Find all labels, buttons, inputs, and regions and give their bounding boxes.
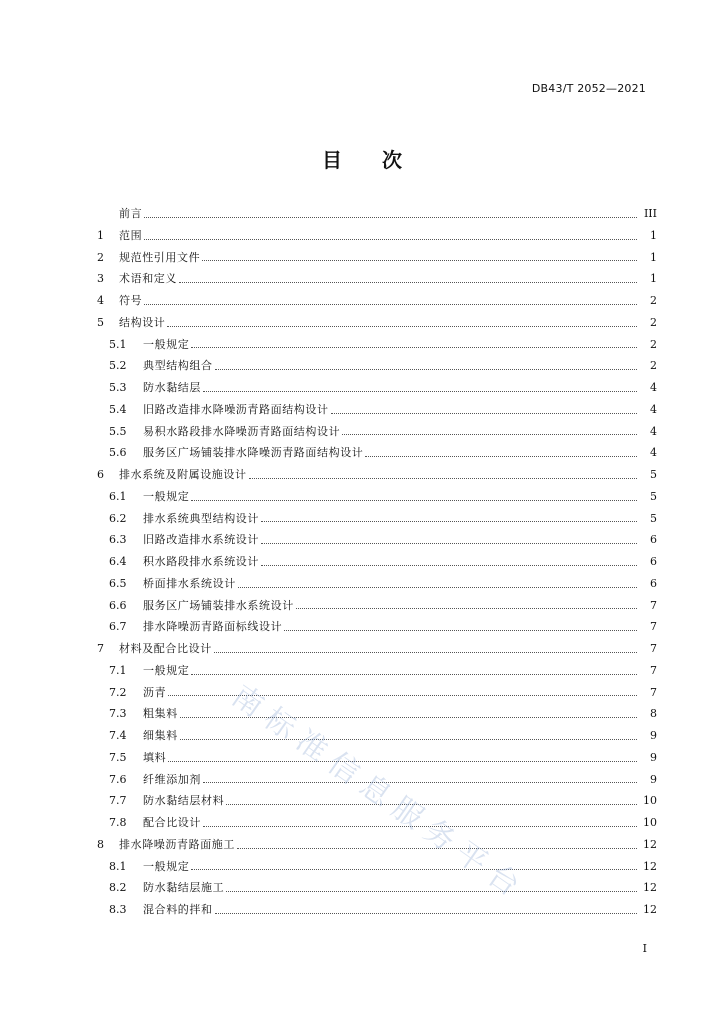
toc-entry-page: 9 (650, 750, 657, 764)
toc-entry[interactable] (97, 529, 657, 551)
toc-entry-title: 旧路改造排水降噪沥青路面结构设计 (143, 402, 329, 416)
toc-entry-number: 7.4 (109, 729, 127, 742)
toc-entry[interactable] (97, 486, 657, 508)
toc-entry-number: 8.3 (109, 903, 127, 916)
toc-dot-leader (203, 781, 637, 783)
toc-entry[interactable] (97, 595, 657, 617)
toc-entry-page: 9 (650, 772, 657, 786)
toc-entry-title: 粗集料 (143, 707, 178, 721)
toc-entry-number: 7.6 (109, 772, 127, 786)
toc-entry-title: 排水系统及附属设施设计 (119, 468, 247, 481)
toc-entry-number: 6.2 (109, 511, 127, 525)
toc-entry[interactable] (97, 442, 657, 464)
toc-entry[interactable] (97, 268, 657, 290)
toc-dot-leader (238, 586, 637, 588)
toc-entry-number: 2 (97, 250, 104, 264)
toc-entry-title: 混合料的拌和 (143, 903, 213, 916)
toc-entry-title: 纤维添加剂 (143, 772, 201, 786)
toc-dot-leader (203, 825, 637, 827)
toc-entry-number: 5.3 (109, 381, 127, 394)
toc-dot-leader (261, 542, 637, 544)
page-title (0, 144, 724, 173)
toc-entry[interactable] (97, 703, 657, 725)
toc-dot-leader (365, 455, 637, 457)
toc-dot-leader (226, 890, 637, 892)
toc-entry-number: 5.2 (109, 359, 127, 373)
toc-dot-leader (215, 368, 637, 370)
toc-entry-title: 材料及配合比设计 (119, 642, 212, 655)
page-title-char-2: 次 (382, 148, 402, 172)
toc-entry-number: 7 (97, 642, 104, 655)
toc-entry-number: 8.1 (109, 859, 127, 873)
toc-entry[interactable] (97, 355, 657, 377)
toc-entry-title: 细集料 (143, 729, 178, 742)
toc-entry-number: 6.5 (109, 576, 127, 590)
toc-entry[interactable] (97, 899, 657, 921)
toc-entry-title: 一般规定 (143, 663, 190, 677)
toc-dot-leader (167, 325, 637, 327)
toc-entry[interactable] (97, 225, 657, 247)
toc-entry-page: 8 (650, 707, 657, 721)
toc-entry-number: 3 (97, 272, 104, 286)
toc-entry-number: 1 (97, 228, 104, 242)
toc-entry-page: 10 (643, 794, 657, 808)
toc-entry-number: 5 (97, 315, 104, 329)
toc-dot-leader (237, 847, 637, 849)
toc-entry-page: 7 (650, 685, 657, 699)
toc-entry-page: 4 (650, 402, 657, 416)
toc-entry[interactable] (97, 421, 657, 443)
toc-entry-page: 12 (643, 903, 657, 916)
toc-entry-page: 12 (643, 859, 657, 873)
toc-dot-leader (191, 499, 637, 501)
toc-entry-number: 6.1 (109, 489, 127, 503)
toc-entry-title: 结构设计 (119, 315, 166, 329)
toc-dot-leader (284, 629, 637, 631)
toc-entry-page: 5 (650, 468, 657, 481)
toc-entry-page: 4 (650, 381, 657, 394)
toc-entry-number: 8 (97, 837, 104, 851)
toc-entry-title: 服务区广场铺装排水降噪沥青路面结构设计 (143, 446, 364, 460)
toc-entry[interactable] (97, 638, 657, 660)
toc-entry-number: 7.1 (109, 663, 127, 677)
toc-entry-page: 1 (650, 228, 657, 242)
toc-entry-title: 易积水路段排水降噪沥青路面结构设计 (143, 424, 341, 438)
toc-entry-page: 1 (650, 272, 657, 286)
toc-entry-page: 12 (643, 837, 657, 851)
toc-dot-leader (144, 216, 637, 218)
toc-dot-leader (191, 346, 637, 348)
toc-dot-leader (191, 868, 637, 870)
toc-entry-number: 7.7 (109, 794, 127, 808)
toc-entry-title: 规范性引用文件 (119, 250, 201, 264)
toc-entry-page: 10 (643, 816, 657, 829)
toc-dot-leader (180, 716, 637, 718)
toc-dot-leader (144, 303, 637, 305)
toc-entry-page: 4 (650, 446, 657, 460)
toc-entry[interactable] (97, 856, 657, 878)
toc-entry-page: 6 (650, 576, 657, 590)
toc-entry-number: 5.5 (109, 424, 127, 438)
toc-entry-page: 2 (650, 315, 657, 329)
toc-entry[interactable] (97, 203, 657, 225)
toc-entry[interactable] (97, 247, 657, 269)
toc-entry-title: 沥青 (143, 685, 167, 699)
toc-dot-leader (191, 673, 637, 675)
toc-entry-title: 积水路段排水系统设计 (143, 555, 259, 568)
toc-entry-page: 9 (650, 729, 657, 742)
toc-entry[interactable] (97, 312, 657, 334)
toc-entry-page: 12 (643, 881, 657, 895)
toc-entry-number: 7.2 (109, 685, 127, 699)
toc-entry-page: 5 (650, 511, 657, 525)
toc-entry-title: 排水降噪沥青路面施工 (119, 837, 235, 851)
toc-entry-title: 旧路改造排水系统设计 (143, 533, 259, 547)
toc-entry-title: 服务区广场铺装排水系统设计 (143, 598, 294, 612)
toc-entry-title: 配合比设计 (143, 816, 201, 829)
toc-entry-number: 5.1 (109, 337, 127, 351)
toc-entry-title: 防水黏结层 (143, 381, 201, 394)
toc-entry-title: 防水黏结层材料 (143, 794, 225, 808)
toc-entry-number: 6 (97, 468, 104, 481)
toc-entry-title: 典型结构组合 (143, 359, 213, 373)
toc-entry[interactable] (97, 660, 657, 682)
toc-dot-leader (261, 520, 637, 522)
toc-dot-leader (342, 433, 637, 435)
toc-entry[interactable] (97, 399, 657, 421)
toc-entry[interactable] (97, 790, 657, 812)
toc-entry-page: 1 (650, 250, 657, 264)
toc-entry-page: 6 (650, 555, 657, 568)
toc-entry[interactable] (97, 551, 657, 573)
toc-entry-number: 8.2 (109, 881, 127, 895)
toc-entry-page: 7 (650, 620, 657, 634)
toc-entry-title: 填料 (143, 750, 167, 764)
toc-entry-title: 术语和定义 (119, 272, 177, 286)
toc-entry-number: 6.7 (109, 620, 127, 634)
page-title-char-1: 目 (322, 148, 342, 172)
toc-entry-title: 一般规定 (143, 337, 190, 351)
toc-entry[interactable] (97, 290, 657, 312)
toc-dot-leader (296, 607, 637, 609)
toc-entry-number: 6.3 (109, 533, 127, 547)
toc-entry-page: III (643, 207, 657, 220)
watermark: 南标准信息服务平台 (225, 678, 533, 909)
toc-dot-leader (261, 564, 637, 566)
toc-entry-number: 7.5 (109, 750, 127, 764)
toc-entry[interactable] (97, 334, 657, 356)
toc-entry-number: 4 (97, 294, 104, 307)
toc-entry-number: 5.4 (109, 402, 127, 416)
toc-dot-leader (214, 651, 637, 653)
toc-entry[interactable] (97, 747, 657, 769)
toc-entry-title: 一般规定 (143, 859, 190, 873)
toc-entry-page: 7 (650, 642, 657, 655)
toc-entry-number: 5.6 (109, 446, 127, 460)
toc-dot-leader (226, 803, 637, 805)
toc-entry-page: 2 (650, 294, 657, 307)
toc-entry-title: 一般规定 (143, 489, 190, 503)
toc-entry-page: 7 (650, 663, 657, 677)
toc-entry[interactable] (97, 508, 657, 530)
toc-entry[interactable] (97, 812, 657, 834)
toc-entry[interactable] (97, 725, 657, 747)
toc-entry-title: 前言 (119, 207, 143, 220)
toc-entry-page: 2 (650, 359, 657, 373)
toc-entry[interactable] (97, 377, 657, 399)
doc-code: DB43/T 2052—2021 (531, 82, 646, 95)
toc-entry-page: 6 (650, 533, 657, 547)
toc-entry[interactable] (97, 834, 657, 856)
toc-entry[interactable] (97, 877, 657, 899)
toc-dot-leader (179, 281, 637, 283)
toc-entry-number: 7.3 (109, 707, 127, 721)
toc-entry-page: 7 (650, 598, 657, 612)
toc-entry-page: 5 (650, 489, 657, 503)
toc-dot-leader (168, 760, 637, 762)
toc-entry[interactable] (97, 682, 657, 704)
toc-dot-leader (168, 694, 637, 696)
toc-entry-title: 符号 (119, 294, 143, 307)
footer-page-number: I (642, 942, 647, 955)
toc-entry-title: 排水降噪沥青路面标线设计 (143, 620, 283, 634)
toc-entry-page: 4 (650, 424, 657, 438)
toc-entry-title: 桥面排水系统设计 (143, 576, 236, 590)
toc-dot-leader (203, 390, 637, 392)
toc-entry[interactable] (97, 464, 657, 486)
toc-dot-leader (331, 412, 637, 414)
toc-dot-leader (202, 259, 637, 261)
toc-dot-leader (144, 238, 637, 240)
toc-entry[interactable] (97, 573, 657, 595)
toc-entry-title: 排水系统典型结构设计 (143, 511, 259, 525)
toc-entry-title: 防水黏结层施工 (143, 881, 225, 895)
toc-dot-leader (180, 738, 637, 740)
toc-entry-page: 2 (650, 337, 657, 351)
toc-entry-number: 6.4 (109, 555, 127, 568)
toc-dot-leader (215, 912, 637, 914)
toc-entry[interactable] (97, 769, 657, 791)
toc-entry[interactable] (97, 616, 657, 638)
table-of-contents (97, 203, 657, 921)
toc-dot-leader (249, 477, 637, 479)
toc-entry-title: 范围 (119, 228, 143, 242)
toc-entry-number: 6.6 (109, 598, 127, 612)
toc-entry-number: 7.8 (109, 816, 127, 829)
